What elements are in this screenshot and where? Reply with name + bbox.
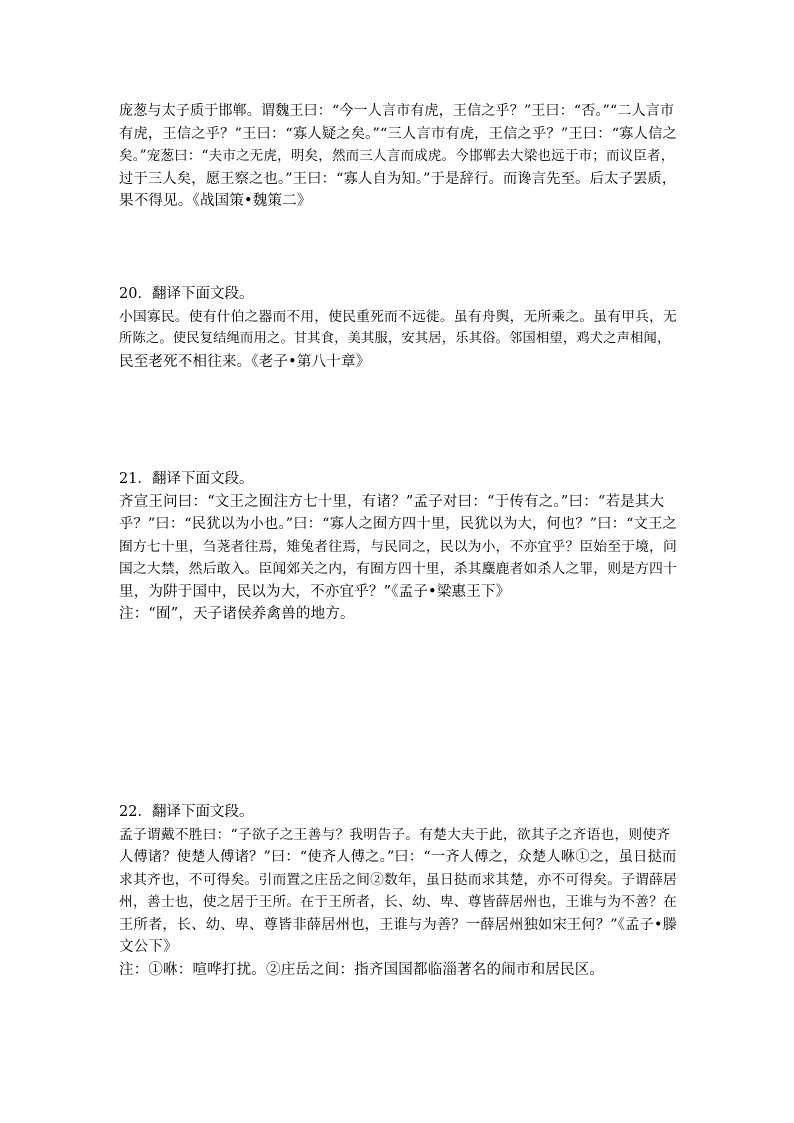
passage-line: 州，善士也，使之居于王所。在于王所者，长、幼、卑、尊皆薛居州也，王谁与为不善？在 (119, 894, 678, 910)
passage-line: 人傅诸？使楚人傅诸？”曰：“使齐人傅之。”曰：“一齐人傅之，众楚人咻①之，虽日挞而 (119, 849, 677, 865)
question-heading: 20．翻译下面文段。 (119, 286, 254, 302)
passage-line: 过于三人矣，愿王察之也。”王曰：“寡人自为知。”于是辞行。而谗言先至。后太子罢质， (119, 170, 677, 187)
annotation-note: 注：“囿”，天子诸侯养禽兽的地方。 (119, 606, 355, 622)
passage-line: 囿方七十里，刍荛者往焉，雉兔者往焉，与民同之，民以为小，不亦宜乎？臣始至于境，问 (119, 538, 678, 555)
passage-line: 孟子谓戴不胜曰：“子欲子之王善与？我明告子。有楚大夫于此，欲其子之齐语也，则使齐 (119, 826, 671, 843)
passage-line: 求其齐也，不可得矣。引而置之庄岳之间②数年，虽日挞而求其楚，亦不可得矣。子谓薛居 (119, 871, 678, 888)
passage-line: 里，为阱于国中，民以为大，不亦宜乎？”《孟子•梁惠王下》 (119, 583, 511, 600)
question-22 (119, 801, 678, 981)
passage-line: 矣。”宠葱曰：“夫市之无虎，明矣，然而三人言而成虎。今邯郸去大梁也远于市；而议臣者， (119, 148, 675, 164)
question-20 (119, 283, 678, 373)
passage-line: 小国寡民。使有什伯之器而不用，使民重死而不远徙。虽有舟舆，无所乘之。虽有甲兵，无 (119, 308, 678, 325)
passage-line: 果不得见。《战国策•魏策二》 (119, 193, 312, 209)
question-heading: 22．翻译下面文段。 (119, 804, 254, 820)
question-21 (119, 468, 678, 626)
passage-line: 文公下》 (119, 939, 178, 955)
passage-line: 庞葱与太子质于邯郸。谓魏王曰：“今一人言市有虎，王信之乎？”王曰：“否。”“二人言市 (119, 103, 675, 119)
question-heading: 21．翻译下面文段。 (119, 471, 254, 487)
passage-line: 王所者，长、幼、卑、尊皆非薛居州也，王谁与为善？一薛居州独如宋王何？”《孟子•滕 (119, 916, 678, 933)
passage-line: 民至老死不相往来。《老子•第八十章》 (119, 353, 371, 370)
passage-line: 所陈之。使民复结绳而用之。甘其食，美其服，安其居，乐其俗。邻国相望，鸡犬之声相闻， (119, 331, 671, 346)
passage-line: 国之大禁，然后敢入。臣闻郊关之内，有囿方四十里，杀其麋鹿者如杀人之罪，则是方四十 (119, 561, 678, 577)
annotation-note: 注：①咻：喧哗打扰。②庄岳之间：指齐国国都临淄著名的闹市和居民区。 (119, 961, 605, 978)
passage-19 (119, 100, 675, 213)
passage-line: 有虎，王信之乎？”王曰：“寡人疑之矣。”“三人言市有虎，王信之乎？”王曰：“寡人信之 (119, 125, 677, 142)
passage-line: 齐宣王问曰：“文王之囿注方七十里，有诸？”孟子对曰：“于传有之。”曰：“若是其大 (119, 493, 665, 510)
passage-line: 乎？”曰：“民犹以为小也。”曰：“寡人之囿方四十里，民犹以为大，何也？”曰：“文王之 (119, 516, 677, 532)
